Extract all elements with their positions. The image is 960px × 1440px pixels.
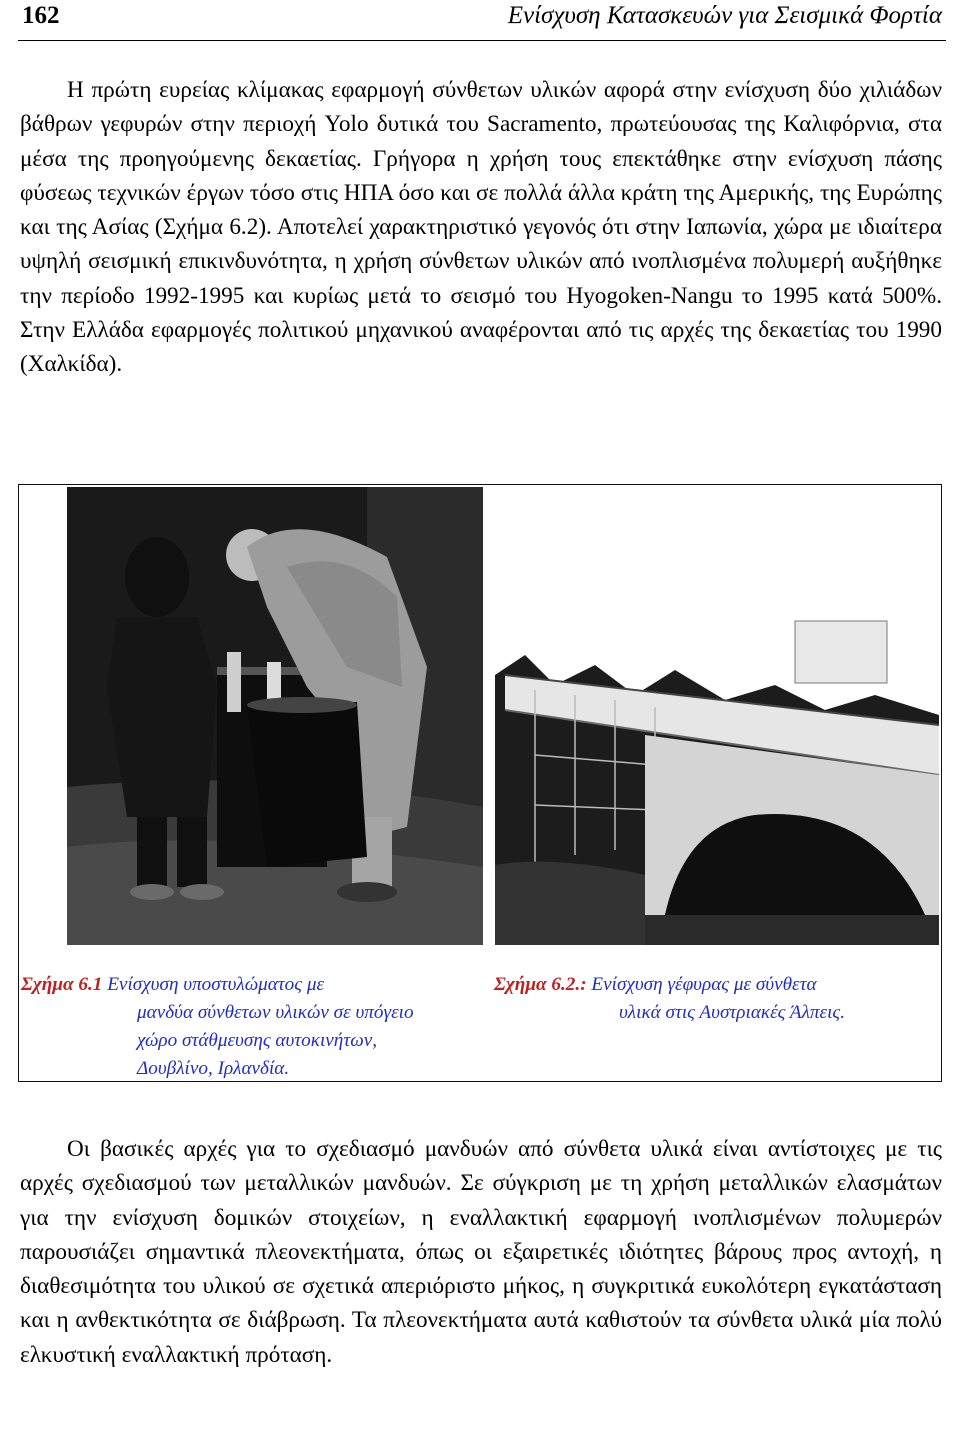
figure-6-1-label: Σχήμα 6.1: [21, 974, 103, 995]
page-number: 162: [22, 2, 60, 29]
figure-6-1-line1: Ενίσχυση υποστυλώματος με: [107, 974, 325, 995]
paragraph-1-text: Η πρώτη ευρείας κλίμακας εφαρμογή σύνθετων υλικών αφορά στην ενίσχυση δύο χιλιάδων βάθρων γεφυρών στην περιοχή Yolo δυτικά του Sacramento, πρωτεύουσας της Καλιφόρνια, στα μέσα της προηγούμενης δεκαετίας. Γρήγορα η χρήση τους επεκτάθηκε στην ενίσχυση πάσης φύσεως τεχνικών έργων τόσο στις ΗΠΑ όσο και σε πολλά άλλα κράτη της Αμερικής, της Ευρώπης και της Ασίας (Σχήμα 6.2). Αποτελεί χαρακτηριστικό γεγονός ότι στην Ιαπωνία, χώρα με ιδιαίτερα υψηλή σεισμική επικινδυνότητα, η χρήση σύνθετων υλικών από ινοπλισμένα πολυμερή αυξήθηκε την περίοδο 1992-1995 και κυρίως μετά το σεισμό του Hyogoken-Nangu το 1995 κατά 500%. Στην Ελλάδα εφαρμογές πολιτικού μηχανικού αναφέρονται από τις αρχές της δεκαετίας του 1990 (Χαλκίδα).: [20, 77, 942, 378]
figure-6-2-label: Σχήμα 6.2.:: [494, 974, 587, 995]
paragraph-2: [20, 1132, 942, 1372]
paragraph-2-text: Οι βασικές αρχές για το σχεδιασμό μανδυών από σύνθετα υλικά είναι αντίστοιχες με τις αρχές σχεδιασμού των μεταλλικών μανδυών. Σε σύγκριση με τη χρήση μεταλλικών ελασμάτων για την ενίσχυση δομικών στοιχείων, η εναλλακτική εφαρμογή ινοπλισμένων πολυμερών παρουσιάζει σημαντικά πλεονεκτήματα, όπως οι εξαιρετικές ιδιότητες βάρους προς αντοχή, η διαθεσιμότητα του υλικού σε σχετικά απεριόριστο μήκος, η συγκριτικά ευκολότερη εγκατάσταση και η ανθεκτικότητα σε διάβρωση. Τα πλεονεκτήματα αυτά καθιστούν τα σύνθετα υλικά μία πολύ ελκυστική εναλλακτική πρόταση.: [20, 1136, 942, 1368]
figure-6-1-line2: μανδύα σύνθετων υλικών σε υπόγειο: [137, 1002, 414, 1023]
running-title: Ενίσχυση Κατασκευών για Σεισμικά Φορτία: [507, 2, 942, 29]
workers-wrapping-column-photo: [67, 487, 483, 945]
paragraph-1: [20, 73, 942, 382]
figure-6-2-line1: Ενίσχυση γέφυρας με σύνθετα: [591, 974, 817, 995]
figure-6-1-line3: χώρο στάθμευσης αυτοκινήτων,: [137, 1030, 378, 1051]
figure-frame: [18, 484, 942, 1082]
figure-6-1-line4: Δουβλίνο, Ιρλανδία.: [137, 1058, 290, 1079]
figure-6-1-caption: [21, 971, 481, 1083]
figure-6-2-line2: υλικά στις Αυστριακές Άλπεις.: [619, 1002, 846, 1023]
figure-6-2-caption: [494, 971, 934, 1027]
page-header: [18, 0, 946, 41]
arch-bridge-photo: [495, 615, 939, 945]
